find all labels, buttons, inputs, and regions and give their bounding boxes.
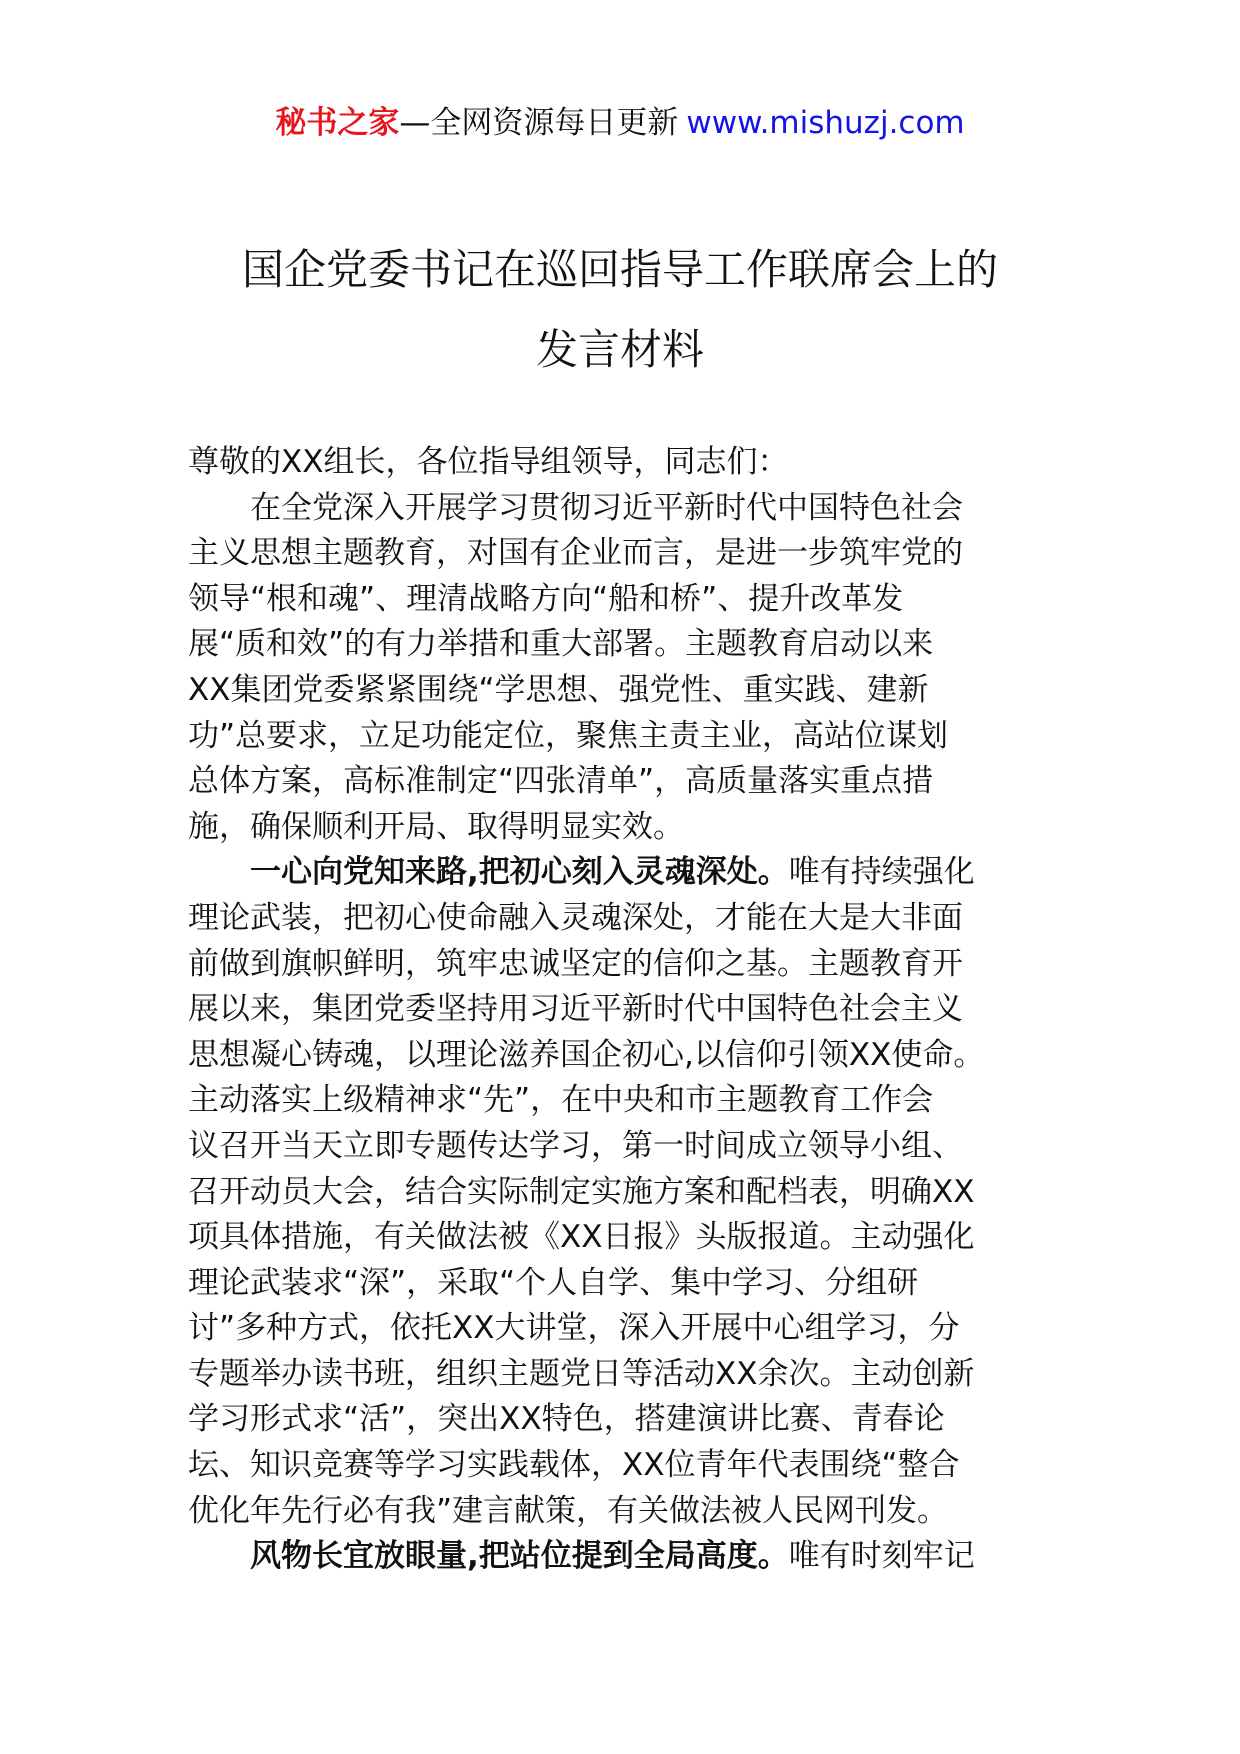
text-line xyxy=(188,1534,1068,1580)
text-line: 议召开当天立即专题传达学习，第一时间成立领导小组、 xyxy=(188,1127,963,1164)
site-url[interactable]: www.mishuzj.com xyxy=(686,105,965,141)
text-line: 召开动员大会，结合实际制定实施方案和配档表，明确XX xyxy=(188,1173,975,1210)
title-line-1: 国企党委书记在巡回指导工作联席会上的 xyxy=(241,245,998,294)
text-line: 前做到旗帜鲜明，筑牢忠诚坚定的信仰之基。主题教育开 xyxy=(188,945,963,982)
paragraph-section-1 xyxy=(188,850,1068,1534)
text-line: 展以来，集团党委坚持用习近平新时代中国特色社会主义 xyxy=(188,991,963,1028)
text-line: 主义思想主题教育，对国有企业而言，是进一步筑牢党的 xyxy=(188,535,963,572)
brand-name: 秘书之家 xyxy=(275,105,400,141)
text-line: 展“质和效”的有力举措和重大部署。主题教育启动以来 xyxy=(188,626,934,663)
text-line: 施，确保顺利开局、取得明显实效。 xyxy=(188,808,684,845)
title-line-2: 发言材料 xyxy=(535,325,704,374)
section-heading: 风物长宜放眼量,把站位提到全局高度。 xyxy=(250,1538,789,1575)
text-line: 理论武装求“深”，采取“个人自学、集中学习、分组研 xyxy=(188,1264,919,1301)
section-heading: 一心向党知来路,把初心刻入灵魂深处。 xyxy=(250,854,789,891)
text-line: 领导“根和魂”、理清战略方向“船和桥”、提升改革发 xyxy=(188,580,904,617)
text-line: 总体方案，高标准制定“四张清单”，高质量落实重点措 xyxy=(188,763,934,800)
text-line: 在全党深入开展学习贯彻习近平新时代中国特色社会 xyxy=(250,489,963,526)
site-header xyxy=(0,100,1240,146)
text-line: 理论武装，把初心使命融入灵魂深处，才能在大是大非面 xyxy=(188,899,963,936)
text-line: 项具体措施，有关做法被《XX日报》头版报道。主动强化 xyxy=(188,1219,975,1256)
text-line: 学习形式求“活”，突出XX特色，搭建演讲比赛、青春论 xyxy=(188,1401,945,1438)
text-line: XX集团党委紧紧围绕“学思想、强党性、重实践、建新 xyxy=(188,671,929,708)
paragraph-section-2 xyxy=(188,1534,1068,1580)
text-line: 功”总要求，立足功能定位，聚焦主责主业，高站位谋划 xyxy=(188,717,949,754)
text-line: 坛、知识竞赛等学习实践载体，XX位青年代表围绕“整合 xyxy=(188,1447,960,1484)
text-line: 专题举办读书班，组织主题党日等活动XX余次。主动创新 xyxy=(188,1355,975,1392)
header-tagline: —全网资源每日更新 xyxy=(399,105,679,141)
document-body xyxy=(188,440,1068,1580)
salutation: 尊敬的XX组长，各位指导组领导，同志们： xyxy=(188,444,789,480)
text-line xyxy=(188,850,1068,896)
paragraph-intro xyxy=(188,486,1068,851)
text-line: 讨”多种方式，依托XX大讲堂，深入开展中心组学习，分 xyxy=(188,1310,960,1347)
text-run: 唯有时刻牢记 xyxy=(788,1538,975,1575)
text-line: 思想凝心铸魂，以理论滋养国企初心,以信仰引领XX使命。 xyxy=(188,1036,985,1073)
document-title xyxy=(0,230,1240,390)
text-line: 主动落实上级精神求“先”，在中央和市主题教育工作会 xyxy=(188,1082,934,1119)
text-line: 优化年先行必有我”建言献策，有关做法被人民网刊发。 xyxy=(188,1492,949,1529)
text-run: 唯有持续强化 xyxy=(788,854,975,891)
